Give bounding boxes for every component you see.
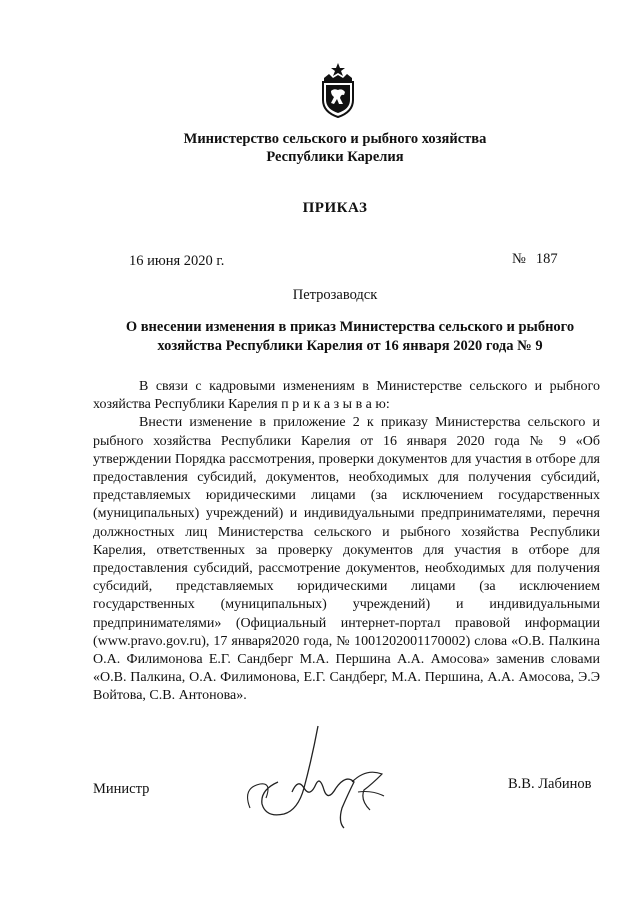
subject-line1: О внесении изменения в приказ Министерства сельского и рыбного (125, 319, 575, 335)
handwritten-signature (232, 718, 412, 838)
ministry-header (0, 130, 640, 166)
order-number (512, 251, 558, 268)
order-body (93, 378, 600, 706)
document-type-title: ПРИКАЗ (302, 200, 368, 216)
order-subject (95, 318, 605, 356)
karelia-coat-of-arms-icon (318, 62, 358, 118)
signer-name: В.В. Лабинов (508, 776, 592, 792)
body-paragraph-2: Внести изменение в приложение 2 к приказу Министерства сельского и рыбного хозяйства Республики Карелия от 16 января 2020 года № 9 «Об утверждении Порядка рассмотрения, проверки документов для участия в отборе для предоставления субсидий, документов, необходимых для получения субсидий, представляемых юридическими лицами (за исключением государственных (муниципальных) учреждений) и индивидуальными предпринимателями, перечня должностных лиц Министерства сельского и рыбного хозяйства Республики Карелия, ответственных за проверку документов для участия в отборе для предоставления субсидий, рассмотрение документов, необходимых для получения субсидий, представляемых юридическими лицами (за исключением государственных (муниципальных) учреждений) и индивидуальными предпринимателями» (Официальный интернет-портал правовой информации (www.pravo.gov.ru), 17 января2020 года, № 1001202001170002) слова «О.В. Палкина О.А. Филимонова Е.Г. Сандберг М.А. Першина А.А. Амосова» заменив словами «О.В. Палкина, О.А. Филимонова, Е.Г. Сандберг, М.А. Першина, А.А. Амосова, Э.Э Войтова, С.В. Антонова». (93, 415, 600, 704)
signer-position: Министр (93, 781, 150, 797)
body-paragraph-1: В связи с кадровыми изменениям в Министерстве сельского и рыбного хозяйства Республики Карелия п р и к а з ы в а ю: (93, 379, 600, 413)
ministry-name-line1: Министерство сельского и рыбного хозяйства (183, 131, 487, 147)
ministry-name-line2: Республики Карелия (266, 149, 404, 165)
subject-line2: хозяйства Республики Карелия от 16 января 2020 года № 9 (157, 338, 543, 354)
number-sign: № (512, 251, 526, 267)
order-city: Петрозаводск (292, 287, 378, 303)
order-number-value: 187 (535, 251, 558, 267)
order-date: 16 июня 2020 г. (129, 253, 225, 269)
